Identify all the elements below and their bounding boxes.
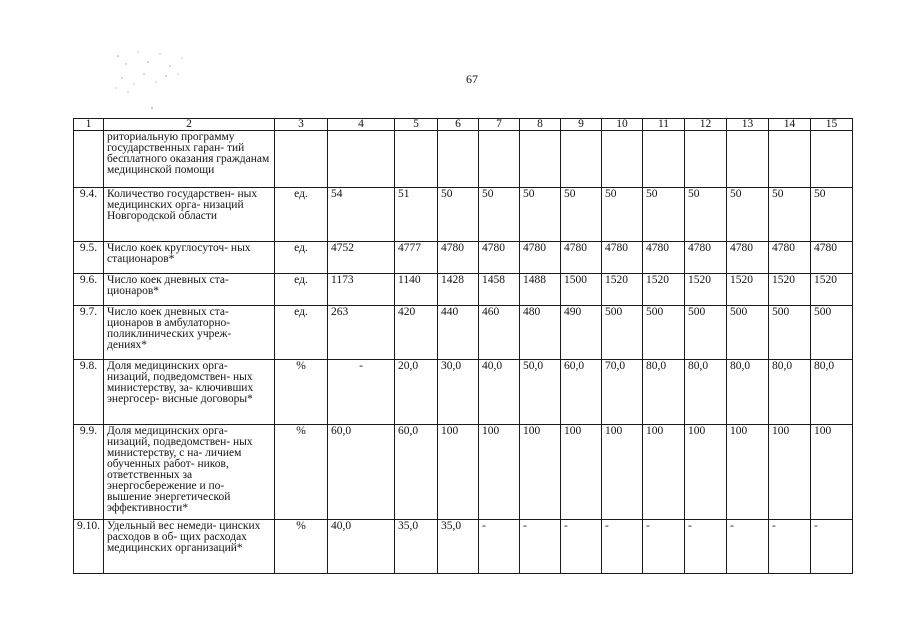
- column-header: 12: [685, 119, 727, 131]
- column-header: 15: [811, 119, 853, 131]
- value-cell: -: [602, 520, 643, 574]
- value-cell: 480: [520, 306, 561, 360]
- column-header: 2: [104, 119, 275, 131]
- value-cell: 50: [685, 188, 727, 242]
- value-cell: 263: [328, 306, 395, 360]
- value-cell: -: [727, 520, 769, 574]
- value-cell: 4780: [602, 242, 643, 274]
- value-cell: 60,0: [561, 360, 602, 425]
- value-cell: 4780: [643, 242, 685, 274]
- value-cell: 4780: [685, 242, 727, 274]
- table-body: [74, 119, 853, 574]
- value-cell: 1488: [520, 274, 561, 306]
- value-cell: 1520: [643, 274, 685, 306]
- indicator-name: Доля медицинских орга- низаций, подведомствен- ных министерству, с на- личием обученных работ- ников, ответственных за энергосбережение и по- вышение энергетической эффективности*: [104, 425, 275, 520]
- value-cell: 420: [395, 306, 438, 360]
- indicator-name: риториальную программу государственных гаран- тий бесплатного оказания гражданам медицинской помощи: [104, 131, 275, 188]
- value-cell: 1520: [811, 274, 853, 306]
- column-header: 9: [561, 119, 602, 131]
- row-number: 9.10.: [74, 520, 104, 574]
- value-cell: 1500: [561, 274, 602, 306]
- unit-cell: [275, 131, 328, 188]
- value-cell: 500: [727, 306, 769, 360]
- value-cell: 1140: [395, 274, 438, 306]
- value-cell: 1428: [438, 274, 479, 306]
- indicator-name: Число коек дневных ста- ционаров в амбулаторно- поликлинических учреж- дениях*: [104, 306, 275, 360]
- unit-cell: ед.: [275, 274, 328, 306]
- value-cell: 100: [643, 425, 685, 520]
- row-number: 9.5.: [74, 242, 104, 274]
- value-cell: 50: [602, 188, 643, 242]
- value-cell: [438, 131, 479, 188]
- value-cell: 500: [685, 306, 727, 360]
- column-header: 3: [275, 119, 328, 131]
- value-cell: 35,0: [438, 520, 479, 574]
- value-cell: -: [811, 520, 853, 574]
- row-number: 9.9.: [74, 425, 104, 520]
- value-cell: 500: [769, 306, 811, 360]
- value-cell: 490: [561, 306, 602, 360]
- value-cell: 50: [811, 188, 853, 242]
- scan-artifact: [108, 44, 198, 114]
- value-cell: -: [520, 520, 561, 574]
- row-number: 9.6.: [74, 274, 104, 306]
- value-cell: 54: [328, 188, 395, 242]
- indicator-name: Число коек круглосуточ- ных стационаров*: [104, 242, 275, 274]
- column-header: 7: [479, 119, 520, 131]
- value-cell: 100: [685, 425, 727, 520]
- value-cell: -: [479, 520, 520, 574]
- column-header: 13: [727, 119, 769, 131]
- value-cell: [811, 131, 853, 188]
- value-cell: -: [328, 360, 395, 425]
- value-cell: 50: [438, 188, 479, 242]
- column-header: 5: [395, 119, 438, 131]
- table-row: [74, 274, 853, 306]
- value-cell: 1520: [685, 274, 727, 306]
- value-cell: 4780: [479, 242, 520, 274]
- unit-cell: %: [275, 520, 328, 574]
- value-cell: 1520: [602, 274, 643, 306]
- value-cell: 50,0: [520, 360, 561, 425]
- value-cell: 100: [811, 425, 853, 520]
- table-row: [74, 131, 853, 188]
- value-cell: 1520: [769, 274, 811, 306]
- value-cell: 100: [769, 425, 811, 520]
- value-cell: [561, 131, 602, 188]
- value-cell: -: [769, 520, 811, 574]
- value-cell: 40,0: [479, 360, 520, 425]
- value-cell: 80,0: [811, 360, 853, 425]
- value-cell: 1173: [328, 274, 395, 306]
- value-cell: 4752: [328, 242, 395, 274]
- value-cell: 500: [811, 306, 853, 360]
- column-header: 4: [328, 119, 395, 131]
- table-row: [74, 306, 853, 360]
- value-cell: 50: [520, 188, 561, 242]
- value-cell: 35,0: [395, 520, 438, 574]
- value-cell: 4780: [811, 242, 853, 274]
- value-cell: 500: [602, 306, 643, 360]
- value-cell: 100: [727, 425, 769, 520]
- value-cell: 100: [602, 425, 643, 520]
- value-cell: [643, 131, 685, 188]
- value-cell: [685, 131, 727, 188]
- value-cell: 4780: [727, 242, 769, 274]
- value-cell: 50: [643, 188, 685, 242]
- value-cell: [395, 131, 438, 188]
- value-cell: 4780: [561, 242, 602, 274]
- value-cell: 50: [479, 188, 520, 242]
- value-cell: 4780: [520, 242, 561, 274]
- column-header: 11: [643, 119, 685, 131]
- header-row: [74, 119, 853, 131]
- value-cell: 80,0: [643, 360, 685, 425]
- value-cell: 4780: [438, 242, 479, 274]
- value-cell: 50: [561, 188, 602, 242]
- value-cell: 1458: [479, 274, 520, 306]
- value-cell: 100: [520, 425, 561, 520]
- page-number: 67: [466, 72, 478, 86]
- unit-cell: %: [275, 425, 328, 520]
- indicator-name: Количество государствен- ных медицинских орга- низаций Новгородской области: [104, 188, 275, 242]
- row-number: 9.7.: [74, 306, 104, 360]
- row-number: 9.8.: [74, 360, 104, 425]
- value-cell: 50: [727, 188, 769, 242]
- table-row: [74, 425, 853, 520]
- value-cell: [727, 131, 769, 188]
- table-row: [74, 360, 853, 425]
- value-cell: 4780: [769, 242, 811, 274]
- table-row: [74, 242, 853, 274]
- value-cell: 80,0: [685, 360, 727, 425]
- indicator-name: Доля медицинских орга- низаций, подведомствен- ных министерству, за- ключивших энергосер- висные договоры*: [104, 360, 275, 425]
- value-cell: 100: [561, 425, 602, 520]
- column-header: 1: [74, 119, 104, 131]
- unit-cell: ед.: [275, 242, 328, 274]
- column-header: 14: [769, 119, 811, 131]
- value-cell: [479, 131, 520, 188]
- value-cell: 440: [438, 306, 479, 360]
- indicator-name: Число коек дневных ста- ционаров*: [104, 274, 275, 306]
- value-cell: 100: [438, 425, 479, 520]
- value-cell: 70,0: [602, 360, 643, 425]
- value-cell: 1520: [727, 274, 769, 306]
- unit-cell: ед.: [275, 306, 328, 360]
- value-cell: 460: [479, 306, 520, 360]
- value-cell: 50: [769, 188, 811, 242]
- unit-cell: %: [275, 360, 328, 425]
- value-cell: 4777: [395, 242, 438, 274]
- value-cell: 30,0: [438, 360, 479, 425]
- value-cell: 40,0: [328, 520, 395, 574]
- value-cell: [769, 131, 811, 188]
- value-cell: 80,0: [769, 360, 811, 425]
- value-cell: -: [561, 520, 602, 574]
- value-cell: 500: [643, 306, 685, 360]
- value-cell: [602, 131, 643, 188]
- value-cell: -: [685, 520, 727, 574]
- value-cell: 51: [395, 188, 438, 242]
- row-number: [74, 131, 104, 188]
- table-row: [74, 188, 853, 242]
- value-cell: 20,0: [395, 360, 438, 425]
- value-cell: [520, 131, 561, 188]
- column-header: 8: [520, 119, 561, 131]
- value-cell: 100: [479, 425, 520, 520]
- value-cell: 60,0: [395, 425, 438, 520]
- value-cell: 80,0: [727, 360, 769, 425]
- column-header: 6: [438, 119, 479, 131]
- table-row: [74, 520, 853, 574]
- value-cell: [328, 131, 395, 188]
- value-cell: 60,0: [328, 425, 395, 520]
- indicator-name: Удельный вес немеди- цинских расходов в об- щих расходах медицинских организаций*: [104, 520, 275, 574]
- row-number: 9.4.: [74, 188, 104, 242]
- unit-cell: ед.: [275, 188, 328, 242]
- column-header: 10: [602, 119, 643, 131]
- value-cell: -: [643, 520, 685, 574]
- indicator-table: [73, 118, 853, 574]
